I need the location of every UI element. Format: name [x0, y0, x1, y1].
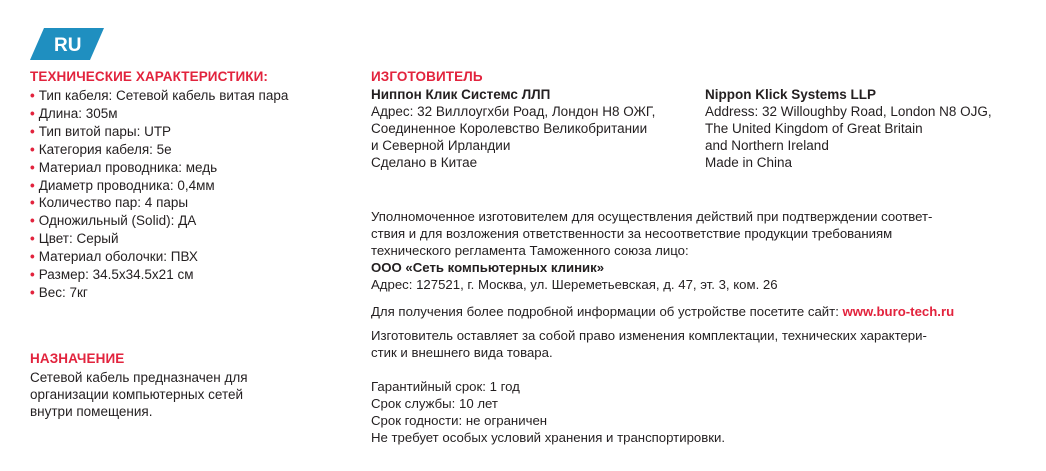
- spec-text: Одножильный (Solid): ДА: [38, 213, 197, 229]
- warranty-line: Срок годности: не ограничен: [371, 413, 548, 428]
- authorized-line: ствия и для возложения ответственности за несоответствие продукции требованиям: [371, 226, 893, 241]
- bullet-icon: •: [30, 141, 35, 157]
- spec-item: [30, 248, 350, 266]
- manufacturer-en-line: Address: 32 Willoughby Road, London N8 OJG,: [705, 104, 992, 119]
- manufacturer-ru-name: Ниппон Клик Системс ЛЛП: [371, 87, 551, 102]
- language-badge-shape: [30, 28, 104, 60]
- manufacturer-en-name: Nippon Klick Systems LLP: [705, 87, 877, 102]
- manufacturer-ru-line: Соединенное Королевство Великобритании: [371, 121, 648, 136]
- authorized-line: технического регламента Таможенного союза лицо:: [371, 243, 689, 258]
- purpose-line: Сетевой кабель предназначен для: [30, 370, 248, 385]
- spec-item: [30, 177, 350, 195]
- bullet-icon: •: [30, 267, 35, 283]
- warranty-section: [371, 378, 971, 446]
- authorized-company: ООО «Сеть компьютерных клиник»: [371, 260, 605, 275]
- specs-list: [30, 87, 350, 302]
- purpose-heading: НАЗНАЧЕНИЕ: [30, 351, 125, 366]
- specs-section: [30, 69, 350, 302]
- spec-text: Категория кабеля: 5е: [38, 141, 172, 157]
- spec-item: [30, 159, 350, 177]
- spec-item: [30, 284, 350, 302]
- more-info: [371, 303, 1031, 320]
- spec-item: [30, 194, 350, 212]
- warranty-line: Срок службы: 10 лет: [371, 396, 498, 411]
- spec-text: Количество пар: 4 пары: [38, 195, 189, 211]
- spec-text: Диаметр проводника: 0,4мм: [38, 177, 215, 193]
- spec-item: [30, 123, 350, 141]
- manufacturer-heading: ИЗГОТОВИТЕЛЬ: [371, 69, 483, 84]
- rights-line: Изготовитель оставляет за собой право изменения комплектации, технических характери-: [371, 328, 927, 343]
- authorized-address: Адрес: 127521, г. Москва, ул. Шереметьевская, д. 47, эт. 3, ком. 26: [371, 277, 778, 292]
- manufacturer-ru-line: Сделано в Китае: [371, 155, 478, 170]
- spec-item: [30, 230, 350, 248]
- manufacturer-en-line: Made in China: [705, 155, 793, 170]
- bullet-icon: •: [30, 105, 35, 121]
- spec-text: Материал проводника: медь: [38, 159, 218, 175]
- purpose-text: [30, 369, 350, 420]
- bullet-icon: •: [30, 195, 35, 211]
- spec-item: [30, 141, 350, 159]
- spec-text: Тип витой пары: UTP: [38, 123, 172, 139]
- manufacturer-en: [705, 86, 1025, 171]
- bullet-icon: •: [30, 88, 35, 103]
- spec-item: [30, 212, 350, 230]
- more-info-text: Для получения более подробной информации об устройстве посетите сайт:: [371, 304, 843, 319]
- manufacturer-ru-line: и Северной Ирландии: [371, 138, 511, 153]
- purpose-line: внутри помещения.: [30, 404, 153, 419]
- bullet-icon: •: [30, 249, 35, 265]
- language-badge: [30, 28, 104, 60]
- spec-text: Длина: 305м: [38, 105, 118, 121]
- bullet-icon: •: [30, 231, 35, 247]
- spec-item: [30, 87, 350, 105]
- manufacturer-ru: [371, 86, 691, 171]
- bullet-icon: •: [30, 213, 35, 229]
- authorized-line: Уполномоченное изготовителем для осуществления действий при подтверждении соответ-: [371, 209, 933, 224]
- language-badge-text: RU: [54, 35, 82, 56]
- warranty-line: Не требует особых условий хранения и транспортировки.: [371, 430, 726, 445]
- spec-text: Размер: 34.5x34.5x21 см: [38, 267, 194, 283]
- purpose-line: организации компьютерных сетей: [30, 387, 244, 402]
- website-link[interactable]: www.buro-tech.ru: [842, 304, 955, 319]
- spec-text: Вес: 7кг: [38, 284, 88, 300]
- authorized-section: [371, 208, 1015, 293]
- spec-text: Тип кабеля: Сетевой кабель витая пара: [38, 88, 289, 103]
- warranty-line: Гарантийный срок: 1 год: [371, 379, 520, 394]
- rights-section: [371, 327, 1015, 361]
- spec-item: [30, 266, 350, 284]
- manufacturer-ru-line: Адрес: 32 Виллоугхби Роад, Лондон Н8 ОЖГ,: [371, 104, 656, 119]
- manufacturer-en-line: The United Kingdom of Great Britain: [705, 121, 923, 136]
- bullet-icon: •: [30, 177, 35, 193]
- spec-text: Материал оболочки: ПВХ: [38, 249, 198, 265]
- spec-text: Цвет: Серый: [38, 231, 119, 247]
- bullet-icon: •: [30, 159, 35, 175]
- rights-line: стик и внешнего вида товара.: [371, 345, 553, 360]
- purpose-section: [30, 351, 350, 420]
- manufacturer-en-line: and Northern Ireland: [705, 138, 829, 153]
- bullet-icon: •: [30, 284, 35, 300]
- bullet-icon: •: [30, 123, 35, 139]
- spec-item: [30, 105, 350, 123]
- specs-heading: ТЕХНИЧЕСКИЕ ХАРАКТЕРИСТИКИ:: [30, 69, 269, 84]
